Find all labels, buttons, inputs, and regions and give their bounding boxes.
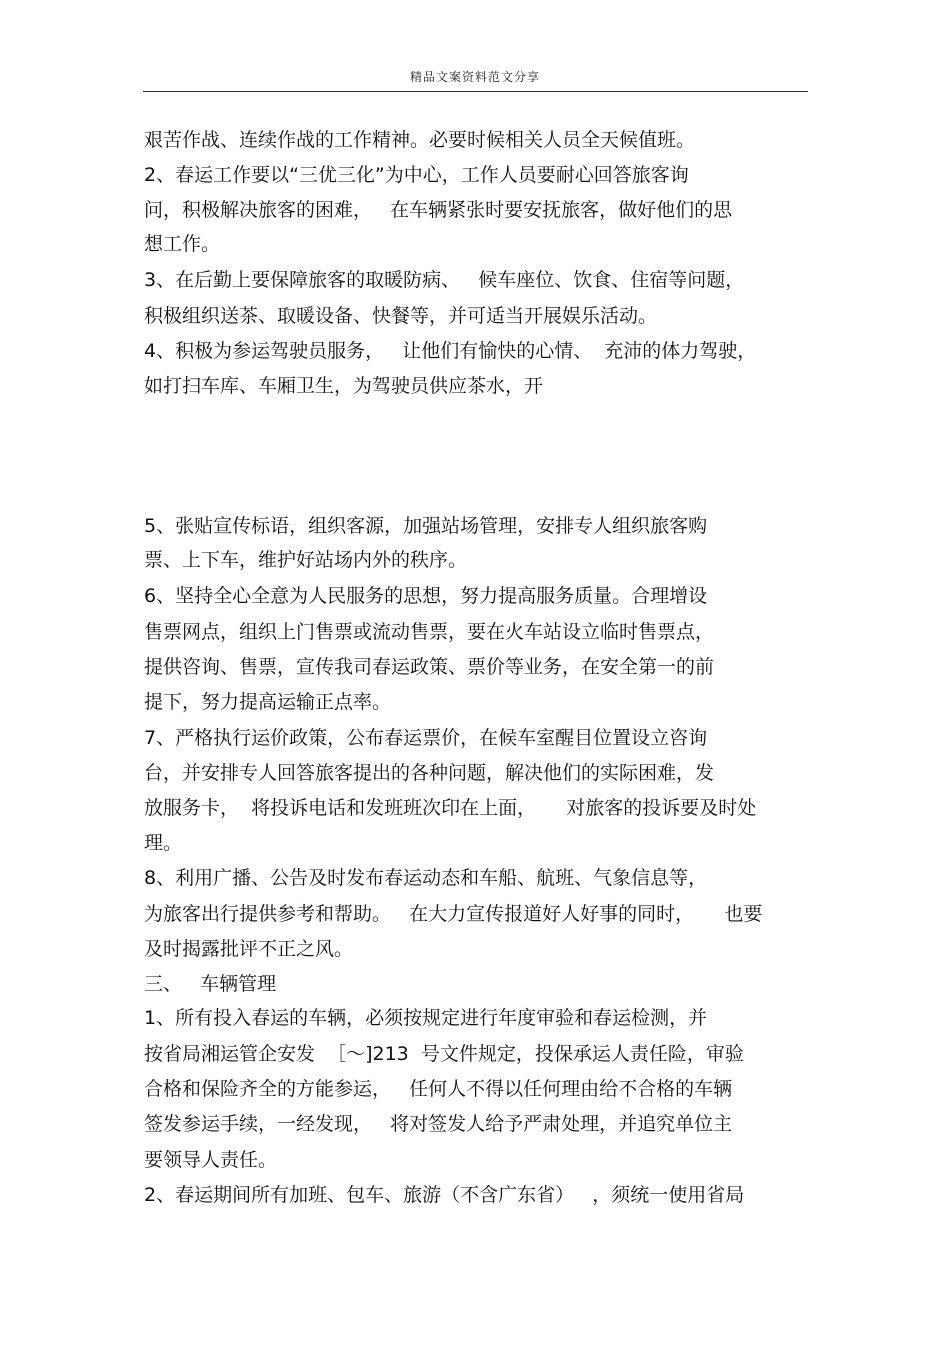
text-line: 4、积极为参运驾驶员服务， 让他们有愉快的心情、 充沛的体力驾驶，: [144, 340, 757, 362]
text-line: 艰苦作战、连续作战的工作精神。必要时候相关人员全天候值班。: [144, 129, 696, 151]
text-line: 8、利用广播、公告及时发布春运动态和车船、航班、气象信息等，: [144, 867, 708, 889]
text-line: 问，积极解决旅客的困难， 在车辆紧张时要安抚旅客，做好他们的思: [144, 199, 733, 221]
section-heading: 三、 车辆管理: [144, 973, 277, 995]
text-line: 及时揭露批评不正之风。: [144, 938, 354, 960]
text-line: 台，并安排专人回答旅客提出的各种问题，解决他们的实际困难，发: [144, 762, 715, 784]
text-line: 按省局湘运管企安发 ［～]213 号文件规定，投保承运人责任险，审验: [144, 1043, 744, 1065]
text-line: 积极组织送茶、取暖设备、快餐等，并可适当开展娱乐活动。: [144, 305, 658, 327]
text-line: 要领导人责任。: [144, 1149, 278, 1171]
page-header-title: 精品文案资料范文分享: [409, 70, 540, 84]
text-line: 签发参运手续，一经发现， 将对签发人给予严肃处理，并追究单位主: [144, 1113, 733, 1135]
text-line: 提下，努力提高运输正点率。: [144, 691, 392, 713]
text-line: 如打扫车库、车厢卫生，为驾驶员供应茶水，开: [144, 375, 544, 397]
text-line: 6、坚持全心全意为人民服务的思想，努力提高服务质量。合理增设: [144, 585, 708, 607]
text-line: 理。: [144, 832, 183, 854]
text-line: 为旅客出行提供参考和帮助。 在大力宣传报道好人好事的同时， 也要: [144, 903, 763, 925]
text-line: 3、在后勤上要保障旅客的取暖防病、 候车座位、饮食、住宿等问题，: [144, 269, 745, 291]
text-line: 1、所有投入春运的车辆，必须按规定进行年度审验和春运检测，并: [144, 1007, 708, 1029]
text-line: 想工作。: [144, 233, 221, 255]
text-line: 合格和保险齐全的方能参运， 任何人不得以任何理由给不合格的车辆: [144, 1078, 733, 1100]
text-line: 2、春运期间所有加班、包车、旅游（不含广东省） ，须统一使用省局: [144, 1184, 745, 1206]
text-line: 放服务卡， 将投诉电话和发班班次印在上面， 对旅客的投诉要及时处: [144, 797, 757, 819]
text-line: 7、严格执行运价政策，公布春运票价，在候车室醒目位置设立咨询: [144, 727, 708, 749]
text-line: 票、上下车，维护好站场内外的秩序。: [144, 549, 468, 571]
text-line: 5、张贴宣传标语，组织客源，加强站场管理，安排专人组织旅客购: [144, 515, 708, 537]
header-divider: [143, 91, 808, 92]
text-line: 提供咨询、售票，宣传我司春运政策、票价等业务，在安全第一的前: [144, 656, 715, 678]
text-line: 2、春运工作要以“三优三化”为中心，工作人员要耐心回答旅客询: [144, 164, 689, 186]
text-line: 售票网点，组织上门售票或流动售票，要在火车站设立临时售票点，: [144, 621, 715, 643]
